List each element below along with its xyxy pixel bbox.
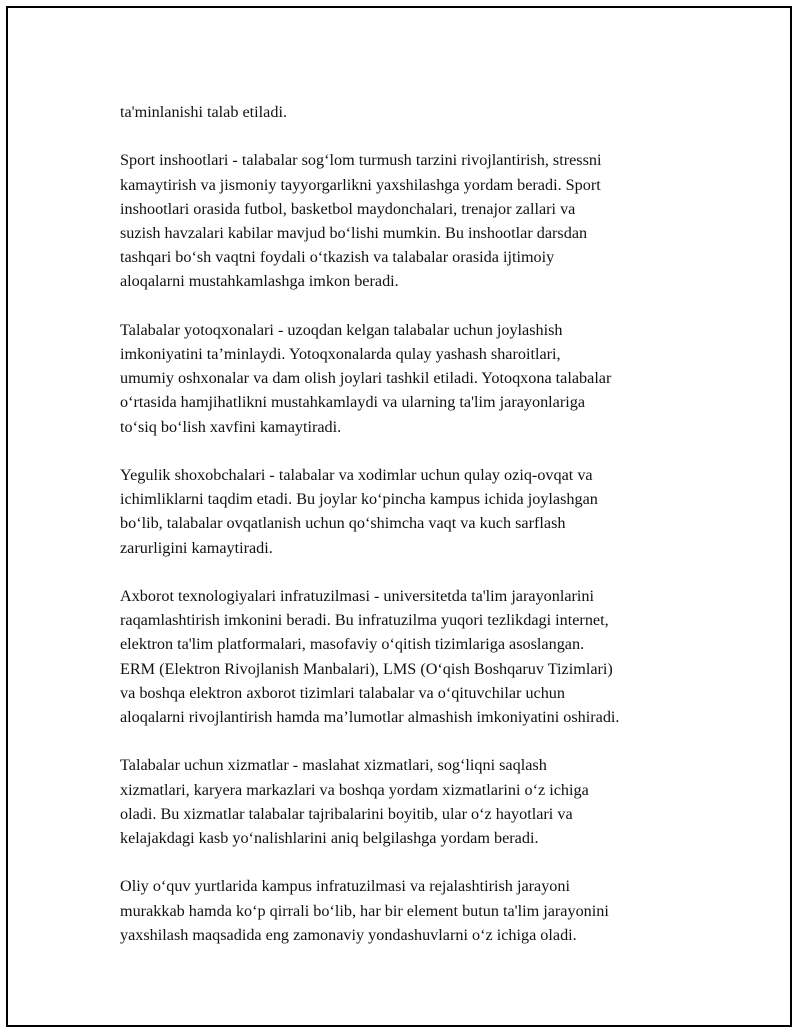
text-line: oladi. Bu xizmatlar talabalar tajribalarini boyitib, ular o‘z hayotlari va <box>120 804 573 823</box>
text-line: to‘siq bo‘lish xavfini kamaytiradi. <box>120 417 342 436</box>
paragraph-student-services <box>120 753 700 850</box>
text-line: aloqalarni rivojlantirish hamda ma’lumotlar almashish imkoniyatini oshiradi. <box>120 708 620 727</box>
paragraph-continuation <box>120 100 700 124</box>
text-line: imkoniyatini ta’minlaydi. Yotoqxonalarda qulay yashash sharoitlari, <box>120 345 561 363</box>
text-line: kamaytirish va jismoniy tayyorgarlikni yaxshilashga yordam beradi. Sport <box>120 175 601 194</box>
paragraph-dormitories <box>120 318 700 439</box>
text-line: suzish havzalari kabilar mavjud bo‘lishi mumkin. Bu inshootlar darsdan <box>120 224 588 242</box>
text-line: ichimliklarni taqdim etadi. Bu joylar ko‘pincha kampus ichida joylashgan <box>120 490 598 509</box>
text-line: Talabalar yotoqxonalari - uzoqdan kelgan talabalar uchun joylashish <box>120 320 563 339</box>
text-line: ta'minlanishi talab etiladi. <box>120 103 287 121</box>
paragraph-sport-facilities <box>120 148 700 293</box>
paragraph-food-outlets <box>120 463 700 560</box>
text-line: va boshqa elektron axborot tizimlari talabalar va o‘qituvchilar uchun <box>120 683 565 702</box>
text-line: aloqalarni mustahkamlashga imkon beradi. <box>120 272 399 291</box>
text-line: murakkab hamda ko‘p qirrali bo‘lib, har bir element butun ta'lim jarayonini <box>120 901 609 920</box>
text-line: o‘rtasida hamjihatlikni mustahkamlaydi va ularning ta'lim jarayonlariga <box>120 393 586 412</box>
paragraph-it-infrastructure <box>120 584 700 729</box>
text-line: kelajakdagi kasb yo‘nalishlarini aniq belgilashga yordam beradi. <box>120 829 539 848</box>
text-line: Yegulik shoxobchalari - talabalar va xodimlar uchun qulay oziq-ovqat va <box>120 466 593 484</box>
text-line: Oliy o‘quv yurtlarida kampus infratuzilmasi va rejalashtirish jarayoni <box>120 877 570 896</box>
text-line: Sport inshootlari - talabalar sog‘lom turmush tarzini rivojlantirish, stressni <box>120 151 602 170</box>
document-body <box>120 100 700 971</box>
text-line: elektron ta'lim platformalari, masofaviy o‘qitish tizimlariga asoslangan. <box>120 635 585 654</box>
text-line: bo‘lib, talabalar ovqatlanish uchun qo‘shimcha vaqt va kuch sarflash <box>120 514 566 533</box>
text-line: umumiy oshxonalar va dam olish joylari tashkil etiladi. Yotoqxona talabalar <box>120 369 612 388</box>
document-page <box>6 6 792 1027</box>
text-line: inshootlari orasida futbol, basketbol maydonchalari, trenajor zallari va <box>120 199 576 218</box>
text-line: ERM (Elektron Rivojlanish Manbalari), LMS (O‘qish Boshqaruv Tizimlari) <box>120 659 613 678</box>
text-line: raqamlashtirish imkonini beradi. Bu infratuzilma yuqori tezlikdagi internet, <box>120 611 609 630</box>
text-line: xizmatlari, karyera markazlari va boshqa yordam xizmatlarini o‘z ichiga <box>120 780 589 799</box>
text-line: Talabalar uchun xizmatlar - maslahat xizmatlari, sog‘liqni saqlash <box>120 756 547 775</box>
text-line: yaxshilash maqsadida eng zamonaviy yondashuvlarni o‘z ichiga oladi. <box>120 925 577 944</box>
paragraph-conclusion <box>120 874 700 947</box>
text-line: Axborot texnologiyalari infratuzilmasi - universitetda ta'lim jarayonlarini <box>120 587 595 605</box>
text-line: tashqari bo‘sh vaqtni foydali o‘tkazish va talabalar orasida ijtimoiy <box>120 248 555 267</box>
text-line: zarurligini kamaytiradi. <box>120 538 273 557</box>
